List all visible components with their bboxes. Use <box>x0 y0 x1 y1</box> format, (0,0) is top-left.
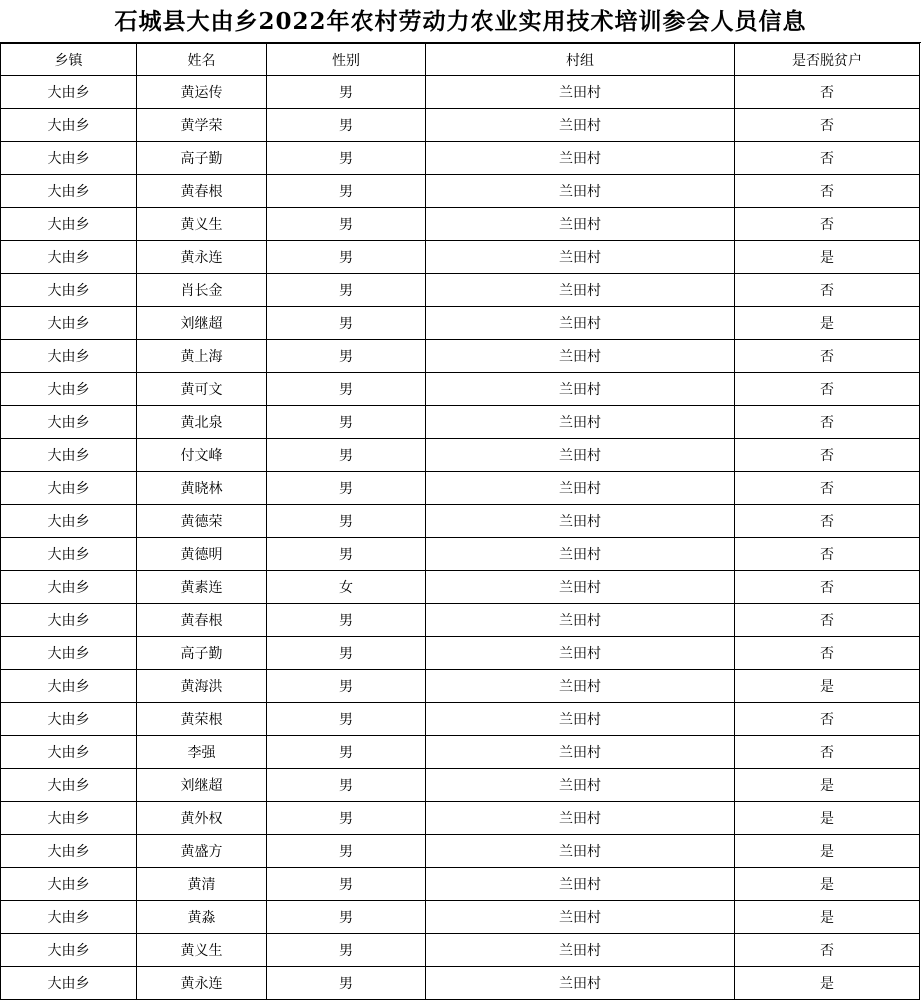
poverty-status-cell: 否 <box>735 934 920 967</box>
poverty-status-cell: 否 <box>735 208 920 241</box>
table-row <box>1 274 920 307</box>
gender-cell: 男 <box>267 637 426 670</box>
table-row <box>1 340 920 373</box>
poverty-status-cell: 否 <box>735 76 920 109</box>
village-cell: 兰田村 <box>426 604 735 637</box>
name-cell: 黄运传 <box>137 76 267 109</box>
poverty-status-cell: 是 <box>735 802 920 835</box>
table-row <box>1 439 920 472</box>
village-cell: 兰田村 <box>426 901 735 934</box>
township-cell: 大由乡 <box>1 670 137 703</box>
poverty-status-cell: 否 <box>735 175 920 208</box>
poverty-status-cell: 否 <box>735 340 920 373</box>
township-cell: 大由乡 <box>1 142 137 175</box>
name-cell: 黄德明 <box>137 538 267 571</box>
table-row <box>1 538 920 571</box>
name-cell: 黄清 <box>137 868 267 901</box>
name-cell: 黄淼 <box>137 901 267 934</box>
participant-table <box>0 43 920 1000</box>
village-cell: 兰田村 <box>426 274 735 307</box>
village-cell: 兰田村 <box>426 406 735 439</box>
gender-cell: 男 <box>267 703 426 736</box>
table-row <box>1 76 920 109</box>
village-cell: 兰田村 <box>426 703 735 736</box>
gender-cell: 男 <box>267 307 426 340</box>
township-cell: 大由乡 <box>1 967 137 1000</box>
table-row <box>1 736 920 769</box>
name-cell: 黄盛方 <box>137 835 267 868</box>
name-cell: 黄义生 <box>137 934 267 967</box>
village-cell: 兰田村 <box>426 208 735 241</box>
village-cell: 兰田村 <box>426 142 735 175</box>
village-cell: 兰田村 <box>426 175 735 208</box>
poverty-status-cell: 否 <box>735 406 920 439</box>
name-cell: 黄海洪 <box>137 670 267 703</box>
name-cell: 黄学荣 <box>137 109 267 142</box>
table-row <box>1 934 920 967</box>
township-cell: 大由乡 <box>1 736 137 769</box>
township-cell: 大由乡 <box>1 373 137 406</box>
village-cell: 兰田村 <box>426 307 735 340</box>
township-cell: 大由乡 <box>1 406 137 439</box>
township-cell: 大由乡 <box>1 703 137 736</box>
poverty-status-cell: 是 <box>735 901 920 934</box>
village-cell: 兰田村 <box>426 736 735 769</box>
name-cell: 黄德荣 <box>137 505 267 538</box>
village-cell: 兰田村 <box>426 835 735 868</box>
poverty-status-cell: 是 <box>735 769 920 802</box>
table-row <box>1 208 920 241</box>
gender-cell: 男 <box>267 967 426 1000</box>
township-cell: 大由乡 <box>1 901 137 934</box>
poverty-status-cell: 否 <box>735 142 920 175</box>
township-cell: 大由乡 <box>1 868 137 901</box>
village-cell: 兰田村 <box>426 472 735 505</box>
gender-cell: 男 <box>267 274 426 307</box>
poverty-status-cell: 否 <box>735 538 920 571</box>
table-row <box>1 406 920 439</box>
poverty-status-cell: 是 <box>735 670 920 703</box>
gender-cell: 男 <box>267 736 426 769</box>
village-cell: 兰田村 <box>426 769 735 802</box>
poverty-status-cell: 否 <box>735 604 920 637</box>
table-row <box>1 670 920 703</box>
gender-cell: 男 <box>267 208 426 241</box>
township-cell: 大由乡 <box>1 307 137 340</box>
gender-cell: 男 <box>267 835 426 868</box>
gender-cell: 男 <box>267 109 426 142</box>
gender-cell: 男 <box>267 901 426 934</box>
name-cell: 黄永连 <box>137 967 267 1000</box>
village-cell: 兰田村 <box>426 76 735 109</box>
township-cell: 大由乡 <box>1 604 137 637</box>
township-cell: 大由乡 <box>1 241 137 274</box>
poverty-status-cell: 是 <box>735 967 920 1000</box>
village-cell: 兰田村 <box>426 670 735 703</box>
township-cell: 大由乡 <box>1 439 137 472</box>
table-row <box>1 307 920 340</box>
gender-cell: 男 <box>267 406 426 439</box>
township-cell: 大由乡 <box>1 109 137 142</box>
township-cell: 大由乡 <box>1 208 137 241</box>
gender-cell: 男 <box>267 472 426 505</box>
gender-cell: 男 <box>267 769 426 802</box>
poverty-status-cell: 否 <box>735 736 920 769</box>
township-cell: 大由乡 <box>1 802 137 835</box>
gender-cell: 男 <box>267 175 426 208</box>
poverty-status-cell: 否 <box>735 472 920 505</box>
name-cell: 黄北泉 <box>137 406 267 439</box>
table-row <box>1 571 920 604</box>
village-cell: 兰田村 <box>426 571 735 604</box>
poverty-status-cell: 是 <box>735 835 920 868</box>
gender-cell: 男 <box>267 142 426 175</box>
sheet-title: 石城县大由乡2022年农村劳动力农业实用技术培训参会人员信息 <box>0 0 921 43</box>
village-cell: 兰田村 <box>426 439 735 472</box>
poverty-status-cell: 否 <box>735 274 920 307</box>
table-row <box>1 967 920 1000</box>
name-cell: 李强 <box>137 736 267 769</box>
township-cell: 大由乡 <box>1 637 137 670</box>
gender-cell: 男 <box>267 76 426 109</box>
name-cell: 黄上海 <box>137 340 267 373</box>
poverty-status-cell: 否 <box>735 571 920 604</box>
table-row <box>1 868 920 901</box>
poverty-status-cell: 是 <box>735 868 920 901</box>
column-header-township: 乡镇 <box>1 44 137 76</box>
village-cell: 兰田村 <box>426 637 735 670</box>
table-row <box>1 109 920 142</box>
name-cell: 肖长金 <box>137 274 267 307</box>
poverty-status-cell: 否 <box>735 439 920 472</box>
name-cell: 高子勤 <box>137 637 267 670</box>
township-cell: 大由乡 <box>1 934 137 967</box>
name-cell: 黄永连 <box>137 241 267 274</box>
gender-cell: 男 <box>267 934 426 967</box>
column-header-gender: 性别 <box>267 44 426 76</box>
township-cell: 大由乡 <box>1 472 137 505</box>
township-cell: 大由乡 <box>1 274 137 307</box>
township-cell: 大由乡 <box>1 175 137 208</box>
village-cell: 兰田村 <box>426 340 735 373</box>
name-cell: 黄春根 <box>137 175 267 208</box>
gender-cell: 男 <box>267 373 426 406</box>
name-cell: 黄荣根 <box>137 703 267 736</box>
village-cell: 兰田村 <box>426 802 735 835</box>
township-cell: 大由乡 <box>1 76 137 109</box>
gender-cell: 男 <box>267 538 426 571</box>
township-cell: 大由乡 <box>1 769 137 802</box>
township-cell: 大由乡 <box>1 571 137 604</box>
poverty-status-cell: 否 <box>735 505 920 538</box>
gender-cell: 男 <box>267 670 426 703</box>
name-cell: 黄外权 <box>137 802 267 835</box>
gender-cell: 男 <box>267 604 426 637</box>
poverty-status-cell: 是 <box>735 241 920 274</box>
village-cell: 兰田村 <box>426 967 735 1000</box>
township-cell: 大由乡 <box>1 835 137 868</box>
table-row <box>1 472 920 505</box>
name-cell: 黄春根 <box>137 604 267 637</box>
name-cell: 刘继超 <box>137 769 267 802</box>
gender-cell: 男 <box>267 340 426 373</box>
village-cell: 兰田村 <box>426 934 735 967</box>
table-row <box>1 505 920 538</box>
township-cell: 大由乡 <box>1 340 137 373</box>
name-cell: 黄素连 <box>137 571 267 604</box>
name-cell: 黄晓林 <box>137 472 267 505</box>
gender-cell: 男 <box>267 505 426 538</box>
table-row <box>1 604 920 637</box>
name-cell: 付文峰 <box>137 439 267 472</box>
table-row <box>1 175 920 208</box>
poverty-status-cell: 否 <box>735 637 920 670</box>
gender-cell: 男 <box>267 241 426 274</box>
table-row <box>1 901 920 934</box>
table-row <box>1 802 920 835</box>
header-row <box>1 44 920 76</box>
village-cell: 兰田村 <box>426 505 735 538</box>
table-row <box>1 142 920 175</box>
gender-cell: 男 <box>267 802 426 835</box>
table-row <box>1 769 920 802</box>
gender-cell: 女 <box>267 571 426 604</box>
name-cell: 高子勤 <box>137 142 267 175</box>
township-cell: 大由乡 <box>1 538 137 571</box>
poverty-status-cell: 是 <box>735 307 920 340</box>
table-row <box>1 637 920 670</box>
poverty-status-cell: 否 <box>735 703 920 736</box>
village-cell: 兰田村 <box>426 109 735 142</box>
name-cell: 黄义生 <box>137 208 267 241</box>
village-cell: 兰田村 <box>426 373 735 406</box>
poverty-status-cell: 否 <box>735 109 920 142</box>
village-cell: 兰田村 <box>426 538 735 571</box>
village-cell: 兰田村 <box>426 241 735 274</box>
name-cell: 刘继超 <box>137 307 267 340</box>
village-cell: 兰田村 <box>426 868 735 901</box>
table-row <box>1 835 920 868</box>
table-row <box>1 373 920 406</box>
gender-cell: 男 <box>267 439 426 472</box>
column-header-name: 姓名 <box>137 44 267 76</box>
township-cell: 大由乡 <box>1 505 137 538</box>
gender-cell: 男 <box>267 868 426 901</box>
column-header-village: 村组 <box>426 44 735 76</box>
name-cell: 黄可文 <box>137 373 267 406</box>
table-row <box>1 703 920 736</box>
table-row <box>1 241 920 274</box>
poverty-status-cell: 否 <box>735 373 920 406</box>
column-header-poverty-status: 是否脱贫户 <box>735 44 920 76</box>
